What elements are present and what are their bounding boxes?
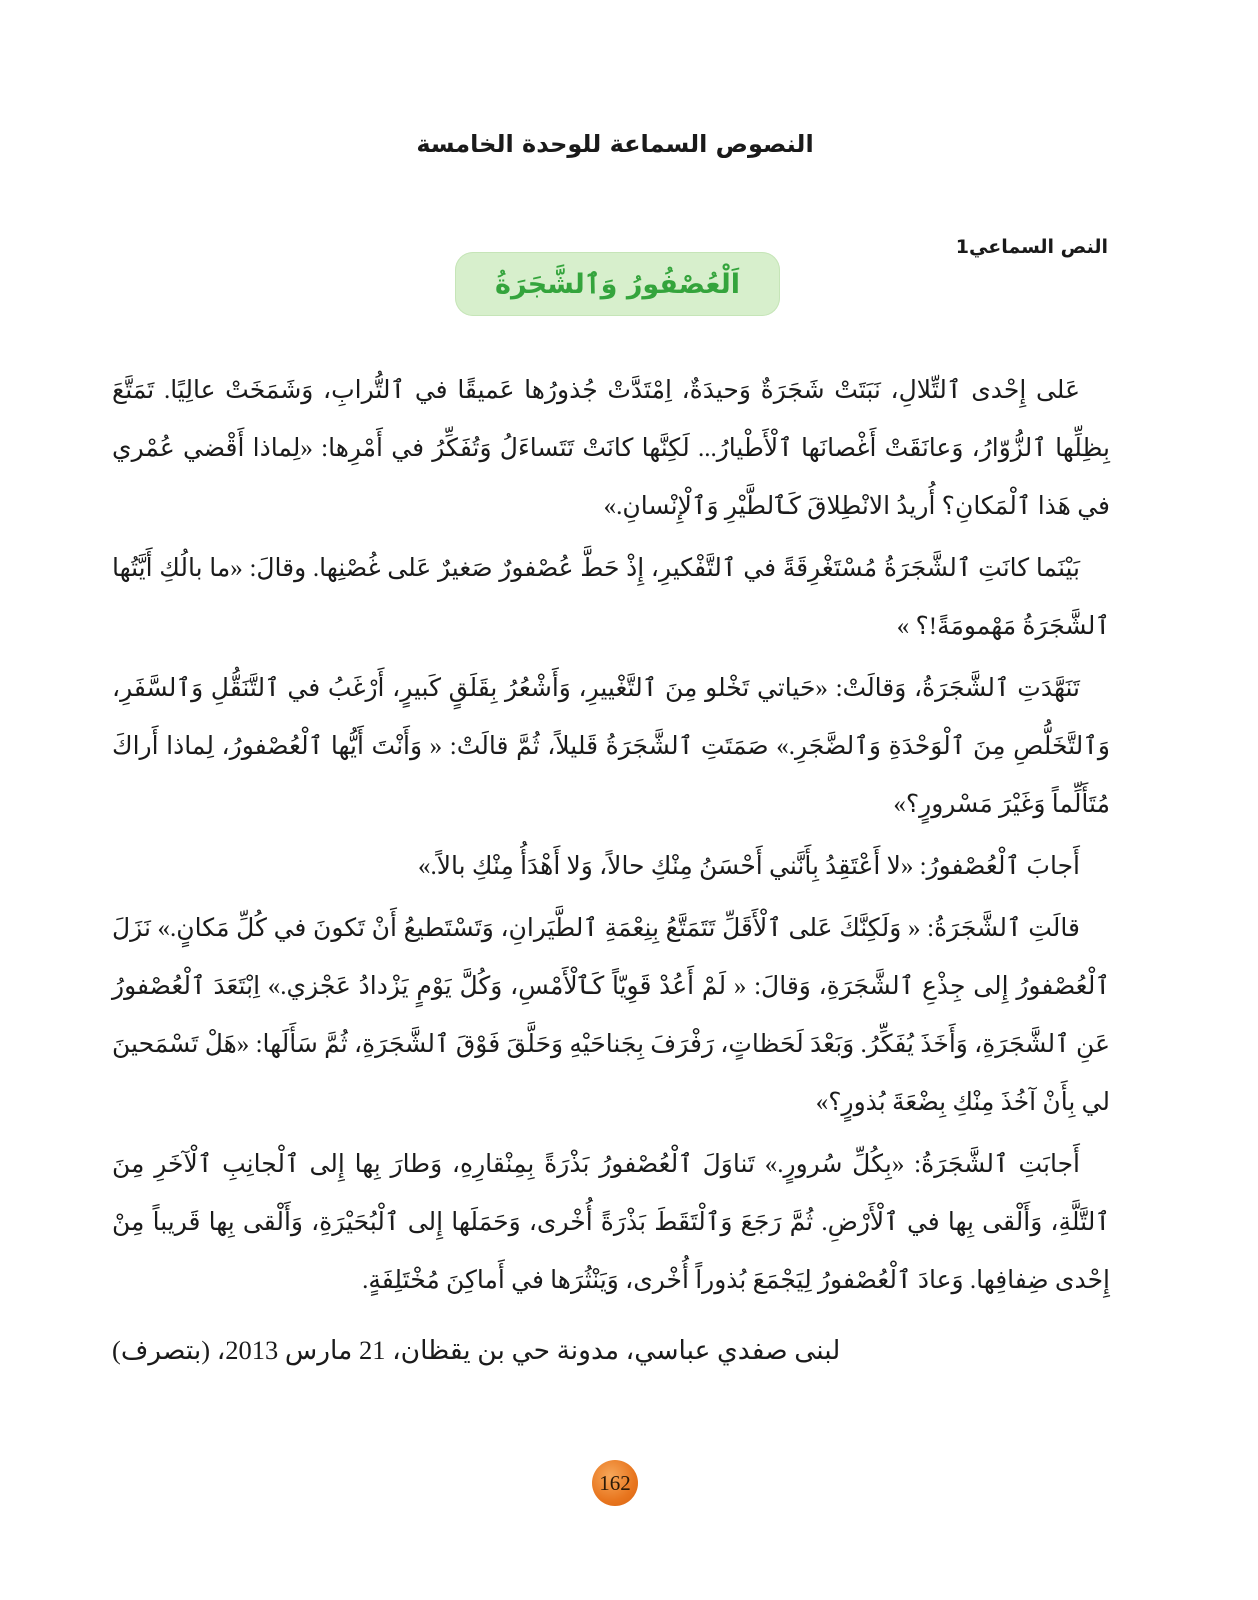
story-body xyxy=(112,362,1110,1385)
source-citation: لبنى صفدي عباسي، مدونة حي بن يقظان، 21 مارس 2013، (بتصرف) xyxy=(112,1335,841,1365)
unit-header: النصوص السماعة للوحدة الخامسة xyxy=(416,130,814,158)
story-paragraph: تَنَهَّدَتِ ٱلشَّجَرَةُ، وَقالَتْ: «حَياتي تَخْلو مِنَ ٱلتَّغْييرِ، وَأَشْعُرُ بِقَلَقٍ كَبيرٍ، أَرْغَبُ في ٱلتَّنَقُّلِ وَٱلسَّفَرِ، وَٱلتَّخَلُّصِ مِنَ ٱلْوَحْدَةِ وَٱلضَّجَرِ.» صَمَتَتِ ٱلشَّجَرَةُ قَليلاً، ثُمَّ قالَتْ: « وَأَنْتَ أَيُّها ٱلْعُصْفورُ، لِماذا أَراكَ مُتَأَلِّماً وَغَيْرَ مَسْرورٍ؟» xyxy=(112,675,1110,818)
story-title-box xyxy=(455,252,780,316)
section-label: النص السماعي1 xyxy=(955,236,1108,258)
story-paragraph: أَجابَتِ ٱلشَّجَرَةُ: «بِكُلِّ سُرورٍ.» تَناوَلَ ٱلْعُصْفورُ بَذْرَةً بِمِنْقارِهِ، وَطارَ بِها إِلى ٱلْجانِبِ ٱلْآخَرِ مِنَ ٱلتَّلَّةِ، وَأَلْقى بِها في ٱلْأَرْضِ. ثُمَّ رَجَعَ وَٱلْتَقَطَ بَذْرَةً أُخْرى، وَحَمَلَها إِلى ٱلْبُحَيْرَةِ، وَأَلْقى بِها قَريباً مِنْ إِحْدى ضِفافِها. وَعادَ ٱلْعُصْفورُ لِيَجْمَعَ بُذوراً أُخْرى، وَيَنْثُرَها في أَماكِنَ مُخْتَلِفَةٍ. xyxy=(112,1151,1110,1294)
story-title: اَلْعُصْفُورُ وَٱلشَّجَرَةُ xyxy=(495,268,740,300)
story-paragraph: بَيْنَما كانَتِ ٱلشَّجَرَةُ مُسْتَغْرِقَةً في ٱلتَّفْكيرِ، إِذْ حَطَّ عُصْفورٌ صَغيرٌ عَلى غُصْنِها. وقالَ: «ما بالُكِ أَيَّتُها ٱلشَّجَرَةُ مَهْمومَةً!؟ » xyxy=(112,555,1110,640)
page-number: 162 xyxy=(599,1470,631,1495)
story-paragraph: قالَتِ ٱلشَّجَرَةُ: « وَلَكِنَّكَ عَلى ٱلْأَقَلِّ تَتَمَتَّعُ بِنِعْمَةِ ٱلطَّيَرانِ، وَتَسْتَطيعُ أَنْ تَكونَ في كُلِّ مَكانٍ.» نَزَلَ ٱلْعُصْفورُ إِلى جِذْعِ ٱلشَّجَرَةِ، وَقالَ: « لَمْ أَعُدْ قَوِيّاً كَٱلْأَمْسِ، وَكُلَّ يَوْمٍ يَزْدادُ عَجْزي.» اِبْتَعَدَ ٱلْعُصْفورُ عَنِ ٱلشَّجَرَةِ، وَأَخَذَ يُفَكِّرُ. وَبَعْدَ لَحَظاتٍ، رَفْرَفَ بِجَناحَيْهِ وَحَلَّقَ فَوْقَ ٱلشَّجَرَةِ، ثُمَّ سَأَلَها: «هَلْ تَسْمَحينَ لي بِأَنْ آخُذَ مِنْكِ بِضْعَةَ بُذورٍ؟» xyxy=(112,915,1110,1116)
page-number-badge xyxy=(592,1460,638,1506)
story-paragraph: عَلى إِحْدى ٱلتِّلالِ، نَبَتَتْ شَجَرَةٌ وَحيدَةٌ، اِمْتَدَّتْ جُذورُها عَميقًا في ٱلتُّرابِ، وَشَمَخَتْ عالِيًا. تَمَتَّعَ بِظِلِّها ٱلزُّوّارُ، وَعانَقَتْ أَغْصانَها ٱلْأَطْيارُ... لَكِنَّها كانَتْ تَتَساءَلُ وَتُفَكِّرُ في أَمْرِها: «لِماذا أَقْضي عُمْري في هَذا ٱلْمَكانِ؟ أُريدُ الانْطِلاقَ كَٱلطَّيْرِ وَٱلْإِنْسانِ.» xyxy=(112,377,1110,520)
story-paragraph: أَجابَ ٱلْعُصْفورُ: «لا أَعْتَقِدُ بِأَنَّني أَحْسَنُ مِنْكِ حالاً، وَلا أَهْدَأُ مِنْكِ بالاً.» xyxy=(418,853,1080,880)
